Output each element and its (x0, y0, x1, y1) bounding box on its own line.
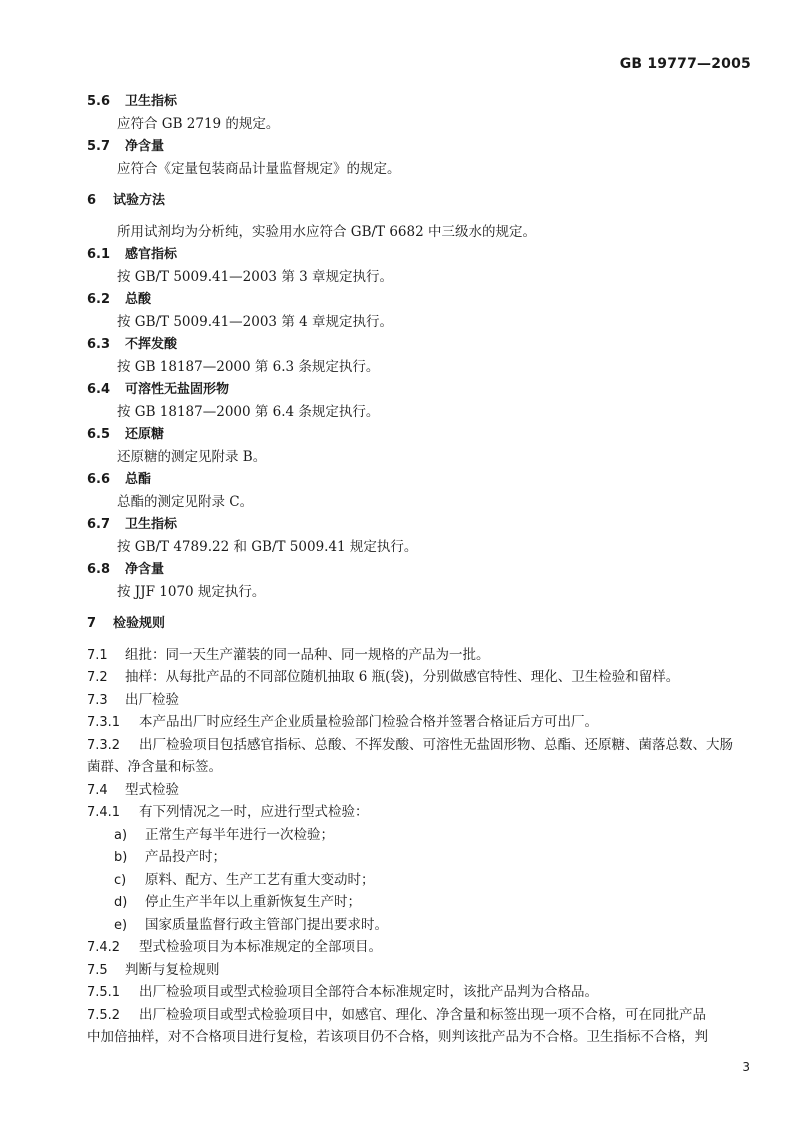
chapter-number: 6 (87, 193, 97, 208)
section-number: 6.1 (87, 247, 111, 262)
clause-number: 7.1 (87, 647, 108, 663)
list-label: d) (114, 895, 128, 910)
clause-text: 组批：同一天生产灌装的同一品种、同一规格的产品为一批。 (125, 646, 490, 663)
clause-7-5-2 (87, 1004, 755, 1027)
section-5-6-body: 应符合 GB 2719 的规定。 (117, 115, 280, 132)
chapter-title: 试验方法 (113, 193, 166, 208)
section-title: 总酸 (125, 292, 152, 307)
section-6-1-heading (87, 243, 755, 266)
list-label: e) (114, 917, 128, 933)
list-item (87, 824, 755, 847)
chapter-number: 7 (87, 616, 97, 631)
section-6-3-body: 按 GB 18187—2000 第 6.3 条规定执行。 (117, 358, 380, 375)
clause-text: 出厂检验项目包括感官指标、总酸、不挥发酸、可溶性无盐固形物、总酯、还原糖、菌落总数、大肠 (139, 736, 733, 753)
section-title: 卫生指标 (125, 517, 178, 532)
list-label: b) (114, 850, 128, 865)
section-title: 还原糖 (125, 427, 165, 442)
clause-title: 判断与复检规则 (125, 961, 220, 978)
clause-number: 7.4.2 (87, 940, 121, 955)
chapter-title: 检验规则 (113, 616, 166, 631)
section-title: 总酯 (125, 472, 152, 487)
section-6-8-heading (87, 558, 755, 581)
clause-text: 本产品出厂时应经生产企业质量检验部门检验合格并签署合格证后方可出厂。 (139, 714, 598, 730)
section-title: 净含量 (125, 139, 165, 154)
clause-number: 7.2 (87, 670, 108, 685)
clause-number: 7.5.2 (87, 1007, 121, 1023)
list-item (87, 891, 755, 914)
page-number: 3 (742, 1060, 750, 1074)
list-text: 产品投产时； (145, 849, 226, 865)
section-6-7-body: 按 GB/T 4789.22 和 GB/T 5009.41 规定执行。 (117, 538, 418, 555)
header-standard-code: GB 19777—2005 (619, 56, 751, 72)
clause-text: 有下列情况之一时，应进行型式检验： (139, 804, 369, 820)
clause-text: 出厂检验项目或型式检验项目全部符合本标准规定时，该批产品判为合格品。 (139, 984, 598, 1000)
section-6-3-heading (87, 333, 755, 356)
clause-7-1 (87, 644, 755, 667)
clause-7-3-2-continued: 菌群、净含量和标签。 (87, 759, 222, 775)
clause-number: 7.3.1 (87, 715, 121, 730)
section-6-5-heading (87, 423, 755, 446)
clause-7-5 (87, 959, 755, 982)
clause-text: 型式检验项目为本标准规定的全部项目。 (139, 939, 382, 955)
section-number: 6.2 (87, 292, 111, 307)
clause-7-5-1 (87, 981, 755, 1004)
list-text: 停止生产半年以上重新恢复生产时； (145, 894, 361, 910)
clause-7-4-1 (87, 801, 755, 824)
section-number: 6.8 (87, 562, 111, 577)
section-title: 净含量 (125, 562, 165, 577)
section-6-8-body: 按 JJF 1070 规定执行。 (117, 583, 266, 600)
section-number: 5.7 (87, 139, 111, 154)
section-6-6-body: 总酯的测定见附录 C。 (117, 493, 254, 510)
clause-title: 型式检验 (125, 781, 179, 798)
section-6-4-body: 按 GB 18187—2000 第 6.4 条规定执行。 (117, 403, 380, 420)
clause-7-5-2-continued: 中加倍抽样，对不合格项目进行复检，若该项目仍不合格，则判该批产品为不合格。卫生指标不合格，判 (87, 1029, 708, 1045)
section-5-7-heading (87, 135, 755, 158)
chapter-6-body: 所用试剂均为分析纯，实验用水应符合 GB/T 6682 中三级水的规定。 (117, 223, 536, 240)
list-label: c) (114, 872, 127, 888)
clause-number: 7.4 (87, 782, 108, 798)
chapter-7-heading (87, 612, 755, 635)
clause-7-3-1 (87, 711, 755, 734)
clause-7-3 (87, 689, 755, 712)
chapter-6-heading (87, 189, 755, 212)
section-number: 6.6 (87, 472, 111, 487)
clause-number: 7.3.2 (87, 737, 121, 753)
section-number: 6.5 (87, 427, 111, 442)
section-title: 感官指标 (125, 247, 178, 262)
section-title: 卫生指标 (125, 94, 178, 109)
clause-7-3-2 (87, 734, 755, 757)
list-text: 正常生产每半年进行一次检验； (145, 826, 334, 843)
section-number: 6.3 (87, 337, 111, 352)
section-6-7-heading (87, 513, 755, 536)
clause-7-4 (87, 779, 755, 802)
clause-7-2 (87, 666, 755, 689)
clause-number: 7.3 (87, 692, 108, 708)
clause-number: 7.5.1 (87, 985, 121, 1000)
clause-number: 7.5 (87, 962, 108, 978)
list-text: 国家质量监督行政主管部门提出要求时。 (145, 916, 388, 933)
clause-title: 出厂检验 (125, 691, 179, 708)
section-6-1-body: 按 GB/T 5009.41—2003 第 3 章规定执行。 (117, 268, 393, 285)
section-title: 不挥发酸 (125, 337, 178, 352)
clause-text: 抽样：从每批产品的不同部位随机抽取 6 瓶(袋)，分别做感官特性、理化、卫生检验和留样。 (125, 669, 680, 685)
section-title: 可溶性无盐固形物 (125, 382, 230, 397)
section-5-6-heading (87, 90, 755, 113)
clause-number: 7.4.1 (87, 805, 121, 820)
list-item (87, 914, 755, 937)
document-body (87, 90, 755, 1049)
list-text: 原料、配方、生产工艺有重大变动时； (145, 871, 375, 888)
section-number: 5.6 (87, 94, 111, 109)
section-6-6-heading (87, 468, 755, 491)
section-6-2-heading (87, 288, 755, 311)
section-6-5-body: 还原糖的测定见附录 B。 (117, 448, 267, 465)
list-item (87, 869, 755, 892)
clause-text: 出厂检验项目或型式检验项目中，如感官、理化、净含量和标签出现一项不合格，可在同批产品 (139, 1006, 706, 1023)
section-number: 6.4 (87, 382, 111, 397)
list-item (87, 846, 755, 869)
list-label: a) (114, 827, 128, 843)
section-6-2-body: 按 GB/T 5009.41—2003 第 4 章规定执行。 (117, 313, 393, 330)
section-5-7-body: 应符合《定量包装商品计量监督规定》的规定。 (117, 160, 401, 177)
clause-7-4-2 (87, 936, 755, 959)
section-6-4-heading (87, 378, 755, 401)
section-number: 6.7 (87, 517, 111, 532)
